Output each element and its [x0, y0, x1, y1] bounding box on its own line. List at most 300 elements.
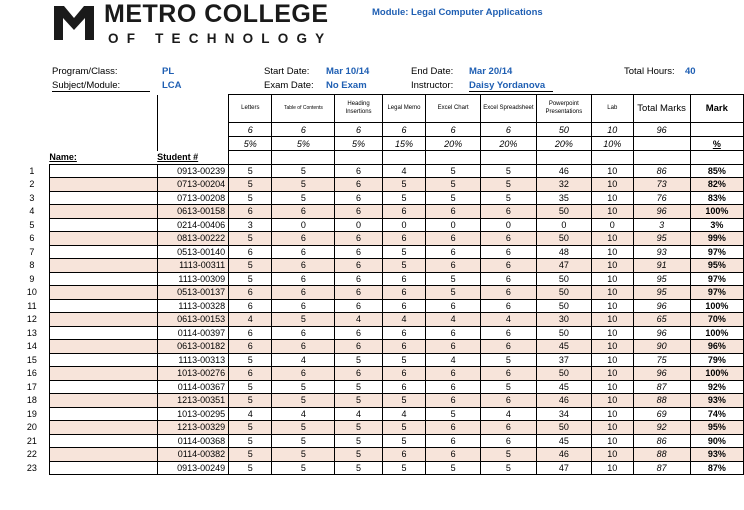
- score-cell: 48: [536, 245, 592, 259]
- score-cell: 6: [382, 448, 425, 462]
- score-cell: 6: [481, 245, 536, 259]
- score-cell: 45: [536, 340, 592, 354]
- category-header-6: Excel Spreadsheet: [481, 95, 536, 123]
- student-id-cell: 1113-00328: [157, 299, 228, 313]
- table-row: [15, 259, 744, 273]
- score-cell: 50: [536, 367, 592, 381]
- exam-date-label: Exam Date:: [264, 80, 314, 91]
- table-row: [15, 299, 744, 313]
- row-number: 7: [29, 246, 35, 257]
- program-value: PL: [162, 66, 175, 77]
- score-cell: 10: [592, 380, 633, 394]
- score-cell: 5: [229, 394, 272, 408]
- score-cell: 3: [229, 218, 272, 232]
- table-row: [15, 218, 744, 232]
- total-marks-cell: 91: [633, 259, 690, 273]
- score-cell: 5: [426, 178, 481, 192]
- score-cell: 4: [382, 313, 425, 327]
- end-date-label: End Date:: [411, 66, 454, 77]
- row-number: 18: [26, 395, 37, 406]
- total-max: 96: [633, 123, 690, 137]
- category-header-5: Excel Chart: [426, 95, 481, 123]
- score-cell: 5: [382, 191, 425, 205]
- score-cell: 10: [592, 448, 633, 462]
- score-cell: 5: [229, 178, 272, 192]
- score-cell: 6: [229, 340, 272, 354]
- score-cell: 5: [229, 380, 272, 394]
- score-cell: 6: [272, 259, 335, 273]
- row-number: 14: [26, 341, 37, 352]
- student-id-cell: 0913-00239: [157, 164, 228, 178]
- score-cell: 6: [272, 299, 335, 313]
- student-id-cell: 0613-00158: [157, 205, 228, 219]
- table-row: [15, 326, 744, 340]
- score-cell: 0: [382, 218, 425, 232]
- score-cell: 6: [481, 232, 536, 246]
- score-cell: 5: [229, 434, 272, 448]
- score-cell: 5: [272, 191, 335, 205]
- mark-percent-cell: 74%: [690, 407, 743, 421]
- score-cell: 0: [426, 218, 481, 232]
- score-cell: 6: [229, 326, 272, 340]
- score-cell: 6: [426, 299, 481, 313]
- score-cell: 6: [426, 232, 481, 246]
- score-cell: 6: [426, 367, 481, 381]
- score-cell: 37: [536, 353, 592, 367]
- score-cell: 5: [229, 232, 272, 246]
- student-name-cell: [49, 218, 157, 232]
- student-id-cell: 1013-00276: [157, 367, 228, 381]
- student-name-cell: [49, 353, 157, 367]
- mark-percent-cell: 97%: [690, 245, 743, 259]
- score-cell: 6: [272, 245, 335, 259]
- score-cell: 5: [229, 421, 272, 435]
- score-cell: 5: [382, 434, 425, 448]
- student-name-cell: [49, 313, 157, 327]
- score-cell: 6: [382, 286, 425, 300]
- score-cell: 4: [481, 407, 536, 421]
- score-cell: 6: [426, 259, 481, 273]
- total-marks-cell: 76: [633, 191, 690, 205]
- score-cell: 5: [426, 191, 481, 205]
- score-cell: 6: [481, 259, 536, 273]
- module-title: Module: Legal Computer Applications: [372, 7, 543, 18]
- score-cell: 10: [592, 272, 633, 286]
- score-cell: 6: [335, 164, 382, 178]
- score-cell: 6: [382, 367, 425, 381]
- instructor-value: Daisy Yordanova: [469, 80, 553, 92]
- score-cell: 10: [592, 299, 633, 313]
- score-cell: 5: [272, 448, 335, 462]
- score-cell: 6: [229, 367, 272, 381]
- weight-7: 20%: [536, 137, 592, 151]
- total-marks-cell: 87: [633, 461, 690, 475]
- category-header-1: Letters: [229, 95, 272, 123]
- table-row: [15, 178, 744, 192]
- mark-percent-cell: 92%: [690, 380, 743, 394]
- score-cell: 5: [272, 461, 335, 475]
- score-cell: 6: [335, 205, 382, 219]
- table-row: [15, 191, 744, 205]
- score-cell: 5: [229, 272, 272, 286]
- score-cell: 4: [272, 407, 335, 421]
- score-cell: 4: [382, 164, 425, 178]
- row-number: 23: [26, 462, 37, 473]
- mark-percent-cell: 96%: [690, 340, 743, 354]
- college-name: METRO COLLEGE: [104, 0, 329, 28]
- score-cell: 5: [382, 461, 425, 475]
- score-cell: 6: [229, 245, 272, 259]
- score-cell: 4: [382, 407, 425, 421]
- score-cell: 30: [536, 313, 592, 327]
- score-cell: 46: [536, 394, 592, 408]
- score-cell: 50: [536, 272, 592, 286]
- student-name-cell: [49, 272, 157, 286]
- score-cell: 47: [536, 259, 592, 273]
- score-cell: 5: [382, 178, 425, 192]
- score-cell: 4: [335, 313, 382, 327]
- score-cell: 5: [426, 286, 481, 300]
- score-cell: 6: [481, 205, 536, 219]
- student-name-cell: [49, 380, 157, 394]
- score-cell: 4: [272, 353, 335, 367]
- score-cell: 6: [229, 299, 272, 313]
- student-id-cell: 0613-00153: [157, 313, 228, 327]
- score-cell: 10: [592, 353, 633, 367]
- score-cell: 45: [536, 434, 592, 448]
- max-mark-2: 6: [272, 123, 335, 137]
- mark-percent-cell: 93%: [690, 394, 743, 408]
- student-id-cell: 1213-00329: [157, 421, 228, 435]
- score-cell: 6: [426, 245, 481, 259]
- student-id-cell: 0114-00397: [157, 326, 228, 340]
- weight-2: 5%: [272, 137, 335, 151]
- table-row: [15, 353, 744, 367]
- total-hours-value: 40: [685, 66, 696, 77]
- score-cell: 6: [272, 326, 335, 340]
- score-cell: 5: [481, 380, 536, 394]
- score-cell: 5: [426, 407, 481, 421]
- score-cell: 35: [536, 191, 592, 205]
- table-row: [15, 394, 744, 408]
- table-row: [15, 421, 744, 435]
- score-cell: 6: [272, 232, 335, 246]
- row-number: 11: [27, 300, 37, 311]
- score-cell: 6: [426, 326, 481, 340]
- score-cell: 5: [481, 164, 536, 178]
- score-cell: 5: [229, 259, 272, 273]
- score-cell: 6: [229, 205, 272, 219]
- score-cell: 6: [335, 326, 382, 340]
- score-cell: 32: [536, 178, 592, 192]
- score-cell: 5: [481, 448, 536, 462]
- mark-percent-cell: 97%: [690, 286, 743, 300]
- total-marks-cell: 95: [633, 232, 690, 246]
- score-cell: 10: [592, 340, 633, 354]
- student-name-cell: [49, 407, 157, 421]
- total-marks-cell: 95: [633, 286, 690, 300]
- table-row: [15, 164, 744, 178]
- mark-percent-cell: 100%: [690, 299, 743, 313]
- mark-percent-cell: 83%: [690, 191, 743, 205]
- row-number: 10: [26, 287, 37, 298]
- table-row: [15, 205, 744, 219]
- max-mark-7: 50: [536, 123, 592, 137]
- metro-college-logo-icon: [52, 2, 96, 42]
- score-cell: 6: [335, 259, 382, 273]
- table-row: [15, 461, 744, 475]
- weights-row: [15, 137, 744, 151]
- mark-percent-cell: 97%: [690, 272, 743, 286]
- total-marks-cell: 92: [633, 421, 690, 435]
- student-name-cell: [49, 245, 157, 259]
- score-cell: 5: [426, 272, 481, 286]
- table-row: [15, 313, 744, 327]
- mark-percent-cell: 100%: [690, 205, 743, 219]
- table-row: [15, 232, 744, 246]
- student-name-cell: [49, 434, 157, 448]
- mark-percent-cell: 100%: [690, 326, 743, 340]
- score-cell: 6: [481, 326, 536, 340]
- category-header-7: Powerpoint Presentations: [536, 95, 592, 123]
- row-number: 13: [26, 327, 37, 338]
- score-cell: 5: [481, 353, 536, 367]
- score-cell: 6: [382, 232, 425, 246]
- student-name-cell: [49, 326, 157, 340]
- score-cell: 6: [481, 286, 536, 300]
- score-cell: 6: [382, 340, 425, 354]
- student-name-cell: [49, 164, 157, 178]
- subject-value: LCA: [162, 80, 182, 91]
- grades-table: [15, 94, 744, 475]
- weight-6: 20%: [481, 137, 536, 151]
- table-row: [15, 380, 744, 394]
- score-cell: 5: [272, 380, 335, 394]
- score-cell: 5: [335, 421, 382, 435]
- score-cell: 5: [335, 353, 382, 367]
- score-cell: 5: [382, 394, 425, 408]
- score-cell: 4: [481, 313, 536, 327]
- total-marks-cell: 65: [633, 313, 690, 327]
- score-cell: 6: [426, 394, 481, 408]
- student-id-cell: 0713-00208: [157, 191, 228, 205]
- score-cell: 6: [272, 286, 335, 300]
- table-row: [15, 272, 744, 286]
- score-cell: 6: [426, 205, 481, 219]
- category-header-row: [15, 95, 744, 123]
- student-id-cell: 0613-00182: [157, 340, 228, 354]
- weight-1: 5%: [229, 137, 272, 151]
- score-cell: 6: [272, 367, 335, 381]
- table-row: [15, 448, 744, 462]
- category-header-8: Lab: [592, 95, 633, 123]
- score-cell: 10: [592, 245, 633, 259]
- table-row: [15, 286, 744, 300]
- mark-percent-cell: 82%: [690, 178, 743, 192]
- total-marks-cell: 88: [633, 448, 690, 462]
- table-row: [15, 340, 744, 354]
- row-number: 17: [26, 381, 37, 392]
- score-cell: 4: [426, 313, 481, 327]
- score-cell: 5: [335, 394, 382, 408]
- score-cell: 10: [592, 407, 633, 421]
- score-cell: 10: [592, 205, 633, 219]
- student-id-cell: 1213-00351: [157, 394, 228, 408]
- score-cell: 6: [335, 340, 382, 354]
- student-name-cell: [49, 421, 157, 435]
- score-cell: 6: [382, 205, 425, 219]
- total-marks-cell: 95: [633, 272, 690, 286]
- student-name-cell: [49, 286, 157, 300]
- total-marks-cell: 96: [633, 326, 690, 340]
- score-cell: 6: [481, 299, 536, 313]
- score-cell: 10: [592, 394, 633, 408]
- program-label: Program/Class:: [52, 66, 118, 77]
- student-name-cell: [49, 299, 157, 313]
- student-id-cell: 0114-00368: [157, 434, 228, 448]
- score-cell: 10: [592, 367, 633, 381]
- score-cell: 5: [481, 461, 536, 475]
- row-number: 21: [26, 435, 37, 446]
- score-cell: 6: [481, 340, 536, 354]
- total-marks-header: Total Marks: [633, 95, 690, 123]
- row-number: 9: [29, 273, 35, 284]
- score-cell: 5: [335, 380, 382, 394]
- score-cell: 10: [592, 164, 633, 178]
- student-name-cell: [49, 461, 157, 475]
- student-id-cell: 1113-00311: [157, 259, 228, 273]
- student-name-cell: [49, 367, 157, 381]
- student-id-cell: 0114-00367: [157, 380, 228, 394]
- mark-percent-cell: 99%: [690, 232, 743, 246]
- student-id-cell: 0114-00382: [157, 448, 228, 462]
- score-cell: 45: [536, 380, 592, 394]
- score-cell: 10: [592, 461, 633, 475]
- start-date-value: Mar 10/14: [326, 66, 370, 77]
- mark-percent-cell: 85%: [690, 164, 743, 178]
- weight-5: 20%: [426, 137, 481, 151]
- weight-8: 10%: [592, 137, 633, 151]
- total-marks-cell: 88: [633, 394, 690, 408]
- student-name-cell: [49, 448, 157, 462]
- exam-date-value: No Exam: [326, 80, 367, 91]
- score-cell: 46: [536, 164, 592, 178]
- total-marks-cell: 3: [633, 218, 690, 232]
- weight-4: 15%: [382, 137, 425, 151]
- score-cell: 50: [536, 232, 592, 246]
- score-cell: 6: [382, 272, 425, 286]
- score-cell: 6: [335, 178, 382, 192]
- score-cell: 5: [272, 313, 335, 327]
- row-number: 1: [29, 165, 35, 176]
- score-cell: 10: [592, 178, 633, 192]
- total-marks-cell: 73: [633, 178, 690, 192]
- mark-percent-cell: 95%: [690, 421, 743, 435]
- total-marks-cell: 90: [633, 340, 690, 354]
- name-column-header: Name:: [49, 152, 77, 162]
- max-mark-4: 6: [382, 123, 425, 137]
- score-cell: 5: [229, 164, 272, 178]
- score-cell: 10: [592, 232, 633, 246]
- total-marks-cell: 86: [633, 164, 690, 178]
- college-subtitle: OF TECHNOLOGY: [108, 31, 333, 46]
- total-marks-cell: 75: [633, 353, 690, 367]
- score-cell: 0: [272, 218, 335, 232]
- score-cell: 10: [592, 313, 633, 327]
- score-cell: 5: [272, 164, 335, 178]
- student-name-cell: [49, 394, 157, 408]
- score-cell: 10: [592, 259, 633, 273]
- student-name-cell: [49, 191, 157, 205]
- student-number-column-header: Student #: [157, 152, 199, 162]
- score-cell: 0: [536, 218, 592, 232]
- student-id-cell: 0513-00137: [157, 286, 228, 300]
- mark-percent-cell: 90%: [690, 434, 743, 448]
- mark-percent-cell: 95%: [690, 259, 743, 273]
- score-cell: 5: [382, 353, 425, 367]
- score-cell: 5: [229, 461, 272, 475]
- total-marks-cell: 96: [633, 299, 690, 313]
- row-number: 4: [29, 206, 35, 217]
- score-cell: 6: [382, 299, 425, 313]
- score-cell: 6: [335, 245, 382, 259]
- score-cell: 6: [426, 448, 481, 462]
- max-mark-1: 6: [229, 123, 272, 137]
- score-cell: 5: [335, 448, 382, 462]
- score-cell: 6: [272, 205, 335, 219]
- score-cell: 50: [536, 205, 592, 219]
- score-cell: 5: [481, 178, 536, 192]
- student-id-cell: 0813-00222: [157, 232, 228, 246]
- category-header-3: Heading Insertions: [335, 95, 382, 123]
- score-cell: 6: [229, 286, 272, 300]
- max-mark-3: 6: [335, 123, 382, 137]
- score-cell: 47: [536, 461, 592, 475]
- total-marks-cell: 87: [633, 380, 690, 394]
- total-marks-cell: 93: [633, 245, 690, 259]
- max-mark-6: 6: [481, 123, 536, 137]
- score-cell: 5: [272, 434, 335, 448]
- student-id-cell: 1013-00295: [157, 407, 228, 421]
- score-cell: 6: [481, 394, 536, 408]
- score-cell: 6: [426, 340, 481, 354]
- total-marks-cell: 69: [633, 407, 690, 421]
- score-cell: 10: [592, 434, 633, 448]
- end-date-value: Mar 20/14: [469, 66, 513, 77]
- score-cell: 50: [536, 421, 592, 435]
- mark-percent-cell: 79%: [690, 353, 743, 367]
- category-header-2: Table of Contents: [272, 95, 335, 123]
- weight-3: 5%: [335, 137, 382, 151]
- student-name-cell: [49, 205, 157, 219]
- row-number: 20: [26, 422, 37, 433]
- score-cell: 5: [382, 259, 425, 273]
- score-cell: 5: [481, 191, 536, 205]
- student-name-cell: [49, 259, 157, 273]
- student-name-cell: [49, 340, 157, 354]
- score-cell: 5: [272, 394, 335, 408]
- subject-label: Subject/Module:: [52, 80, 150, 92]
- column-names-row: [15, 151, 744, 165]
- score-cell: 6: [481, 272, 536, 286]
- student-id-cell: 0513-00140: [157, 245, 228, 259]
- score-cell: 10: [592, 326, 633, 340]
- score-cell: 5: [426, 164, 481, 178]
- mark-unit: %: [690, 137, 743, 151]
- student-id-cell: 1113-00309: [157, 272, 228, 286]
- score-cell: 5: [229, 353, 272, 367]
- student-id-cell: 0214-00406: [157, 218, 228, 232]
